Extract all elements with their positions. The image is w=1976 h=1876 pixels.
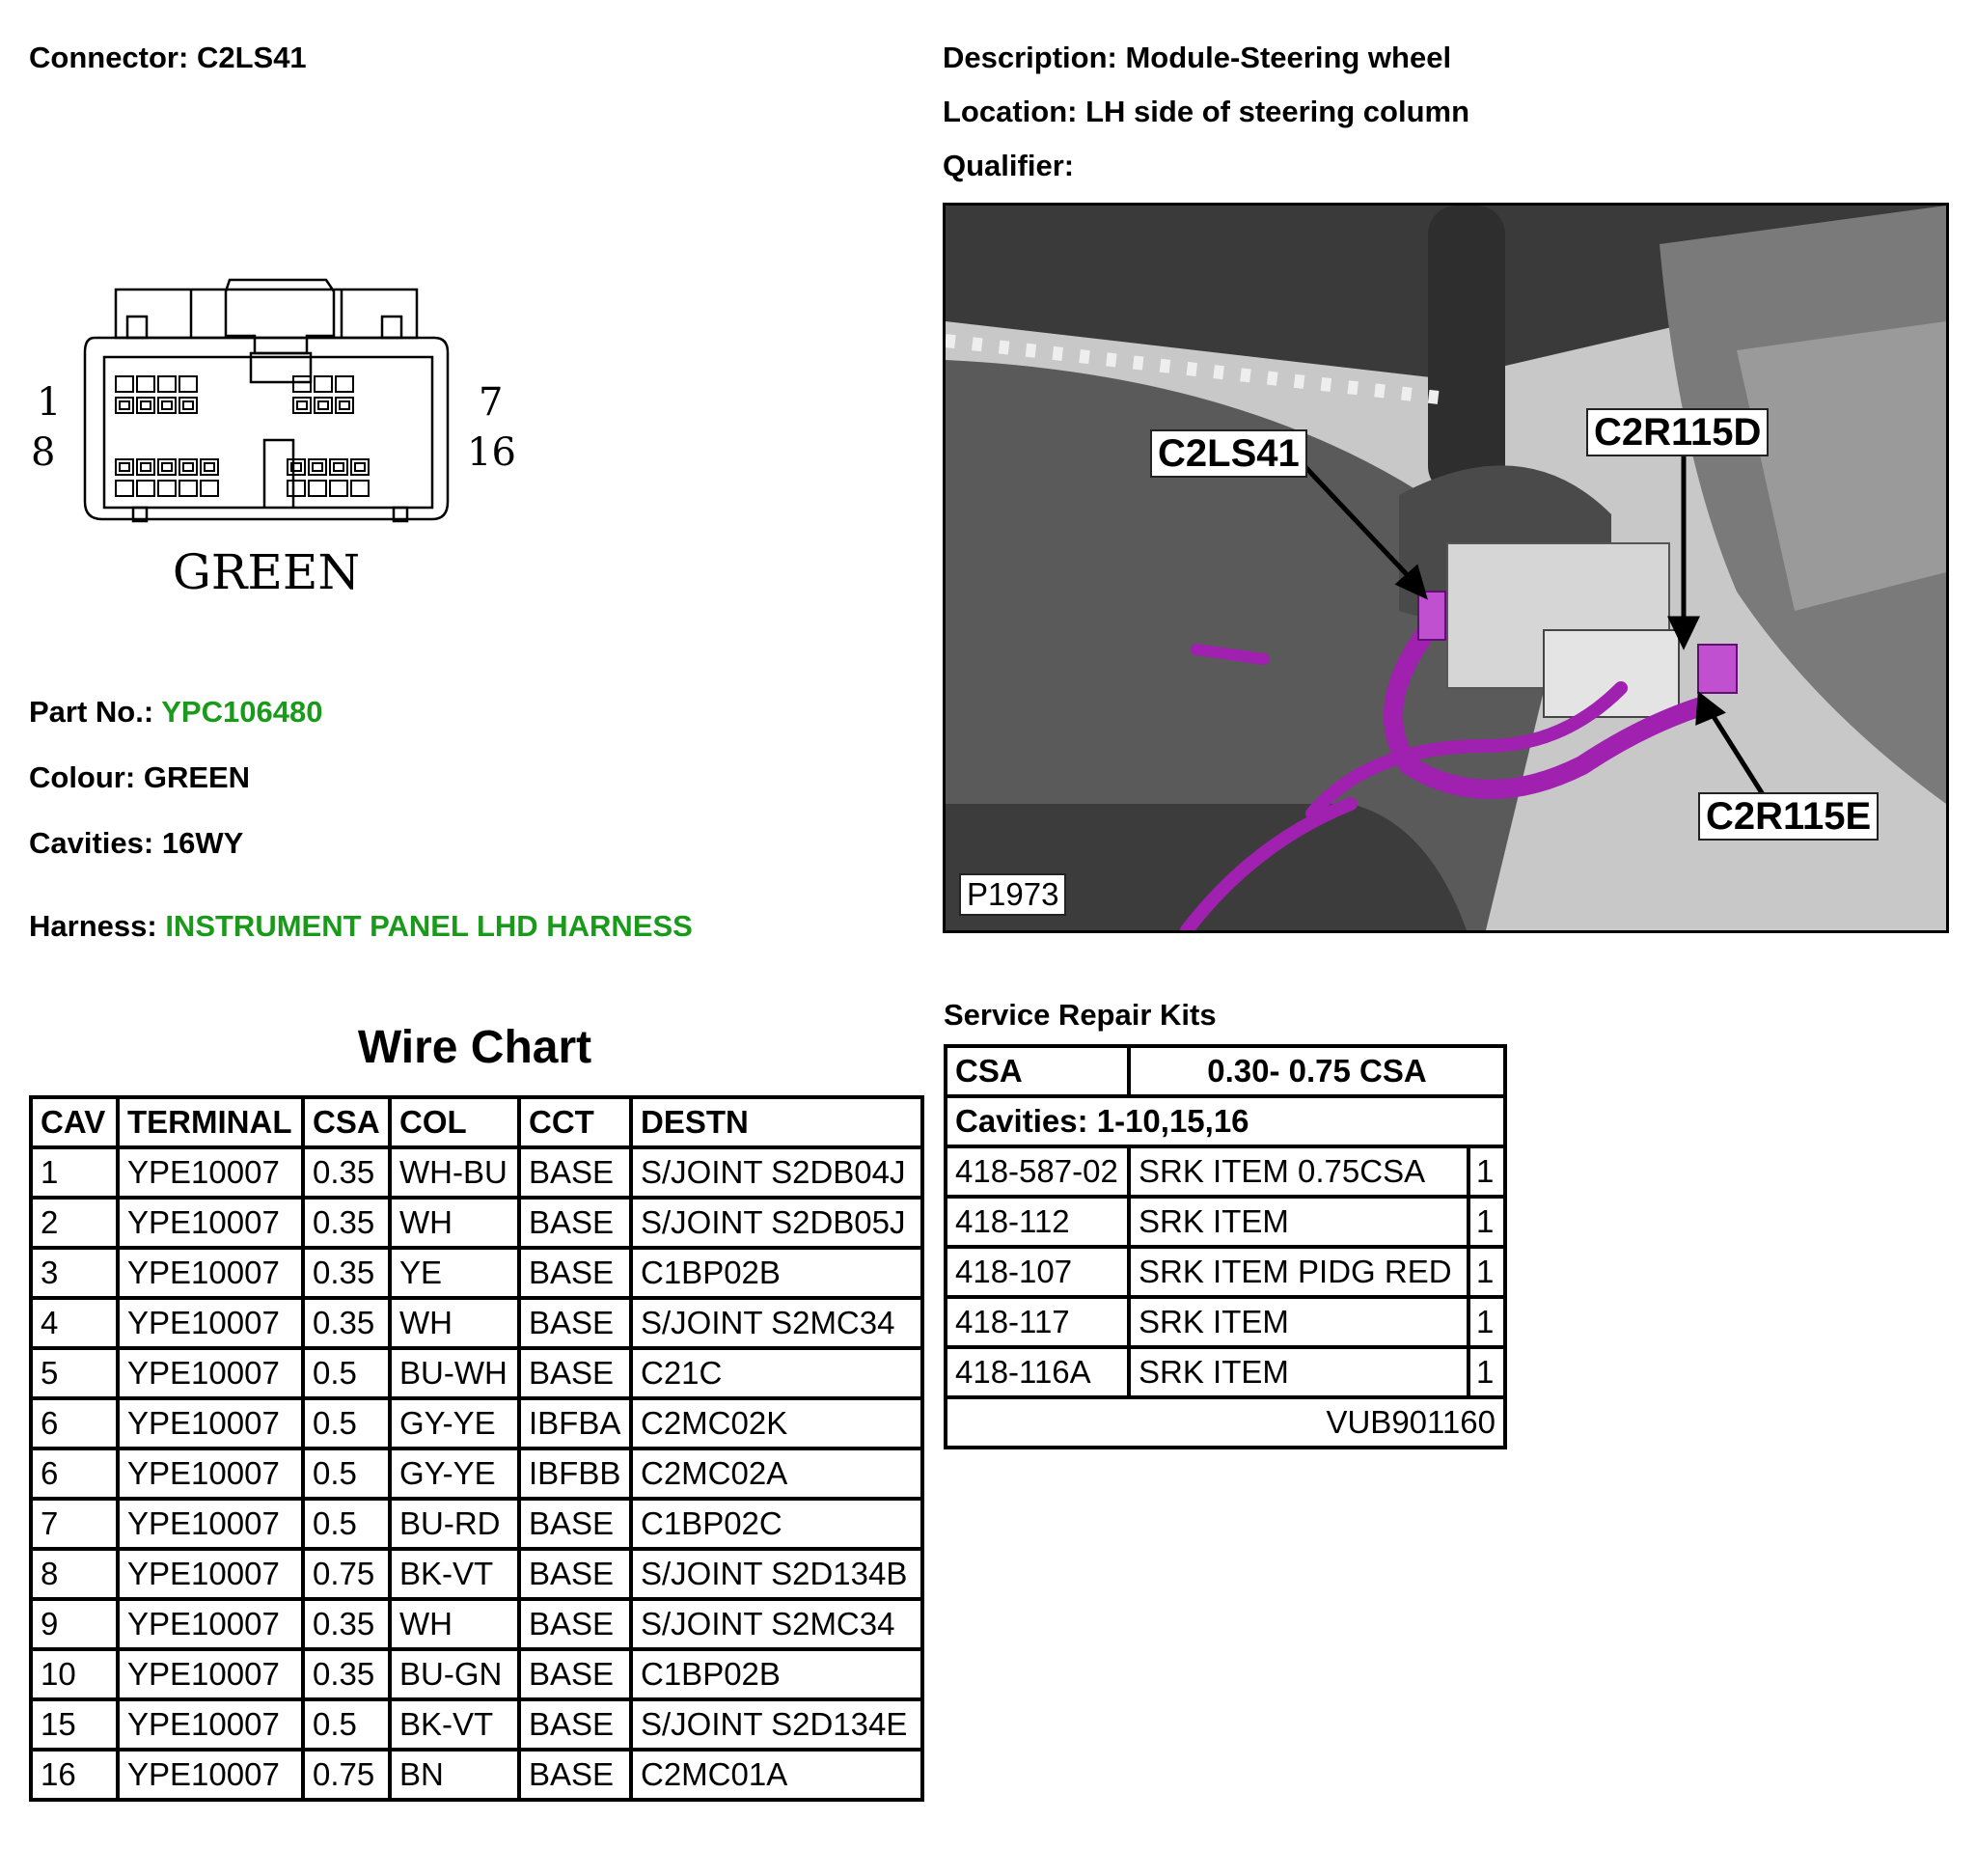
srk-cavities-row bbox=[946, 1096, 1505, 1146]
cavity-bottom-empty bbox=[116, 481, 133, 496]
wire-chart-cell: 0.5 bbox=[303, 1699, 390, 1750]
connector-line bbox=[29, 41, 307, 75]
cavity-top-empty bbox=[293, 376, 311, 392]
cavity-bottom-empty bbox=[179, 481, 197, 496]
srk-item-cell: SRK ITEM PIDG RED bbox=[1129, 1247, 1468, 1297]
wire-chart-cell: C1BP02B bbox=[631, 1649, 922, 1699]
wire-chart-cell: 0.75 bbox=[303, 1549, 390, 1599]
cavity-bottom-empty bbox=[288, 481, 305, 496]
wire-chart-row bbox=[31, 1649, 922, 1699]
wire-chart-cell: 8 bbox=[31, 1549, 118, 1599]
wire-chart-cell: 0.5 bbox=[303, 1348, 390, 1398]
cavity-bottom bbox=[179, 459, 197, 475]
wire-chart-header-cell: CSA bbox=[303, 1097, 390, 1147]
wire-chart-row bbox=[31, 1147, 922, 1198]
harness-line bbox=[29, 909, 693, 944]
wire-chart-cell: 0.35 bbox=[303, 1248, 390, 1298]
location-line bbox=[943, 95, 1469, 129]
cavity-top-empty bbox=[336, 376, 353, 392]
photo-reference: P1973 bbox=[959, 873, 1066, 916]
wire-chart-cell: C21C bbox=[631, 1348, 922, 1398]
wire-chart-header-cell: CCT bbox=[519, 1097, 631, 1147]
cavity-top bbox=[179, 398, 197, 413]
cavity-top bbox=[137, 398, 154, 413]
wire-chart-cell: C1BP02C bbox=[631, 1499, 922, 1549]
cavity-top bbox=[336, 398, 353, 413]
pin-label-7: 7 bbox=[479, 380, 504, 425]
wire-chart-cell: C1BP02B bbox=[631, 1248, 922, 1298]
wire-chart-cell: GY-YE bbox=[390, 1448, 519, 1499]
wire-chart-cell: BU-WH bbox=[390, 1348, 519, 1398]
cavity-bottom-contact bbox=[162, 463, 172, 471]
colour-value: GREEN bbox=[143, 760, 251, 794]
wire-chart-cell: BASE bbox=[519, 1298, 631, 1348]
wire-chart-row bbox=[31, 1549, 922, 1599]
wire-chart-cell: 6 bbox=[31, 1448, 118, 1499]
wire-chart-cell: BU-RD bbox=[390, 1499, 519, 1549]
wire-chart-cell: BASE bbox=[519, 1198, 631, 1248]
wire-chart-cell: 0.75 bbox=[303, 1750, 390, 1800]
wire-chart-row bbox=[31, 1248, 922, 1298]
srk-item-row bbox=[946, 1146, 1505, 1197]
wire-chart-row bbox=[31, 1198, 922, 1248]
wire-chart-cell: YE bbox=[390, 1248, 519, 1298]
wire-chart-cell: 0.35 bbox=[303, 1599, 390, 1649]
wire-chart-cell: YPE10007 bbox=[118, 1750, 303, 1800]
wire-chart-cell: BASE bbox=[519, 1499, 631, 1549]
wire-chart-cell: S/JOINT S2DB04J bbox=[631, 1147, 922, 1198]
wire-chart-cell: 7 bbox=[31, 1499, 118, 1549]
cavity-top-empty bbox=[137, 376, 154, 392]
cavity-bottom-empty bbox=[137, 481, 154, 496]
srk-csa-value: 0.30- 0.75 CSA bbox=[1129, 1046, 1505, 1096]
wire-chart-cell: YPE10007 bbox=[118, 1549, 303, 1599]
pin-label-8: 8 bbox=[31, 430, 56, 475]
qualifier-line bbox=[943, 149, 1074, 183]
wire-chart-cell: WH bbox=[390, 1198, 519, 1248]
wire-chart-cell: 9 bbox=[31, 1599, 118, 1649]
srk-item-cell: SRK ITEM bbox=[1129, 1197, 1468, 1247]
wire-chart-cell: BASE bbox=[519, 1248, 631, 1298]
location-photo bbox=[943, 203, 1949, 933]
wire-chart-header-cell: CAV bbox=[31, 1097, 118, 1147]
part-number-line bbox=[29, 695, 322, 730]
cavity-top-contact bbox=[318, 401, 328, 409]
cavity-top-empty bbox=[315, 376, 332, 392]
wire-chart-cell: BASE bbox=[519, 1699, 631, 1750]
wire-chart-cell: 15 bbox=[31, 1699, 118, 1750]
connector-value: C2LS41 bbox=[196, 41, 307, 74]
wire-chart-row bbox=[31, 1750, 922, 1800]
cavity-bottom bbox=[201, 459, 218, 475]
cavity-bottom-contact bbox=[205, 463, 214, 471]
wire-chart-header-cell: TERMINAL bbox=[118, 1097, 303, 1147]
cavities-label: Cavities: bbox=[29, 826, 154, 860]
wire-chart-title: Wire Chart bbox=[357, 1022, 592, 1073]
srk-csa-label: CSA bbox=[946, 1046, 1129, 1096]
cavity-bottom bbox=[158, 459, 176, 475]
diagram-colour-caption: GREEN bbox=[172, 544, 361, 600]
srk-item-cell: 418-587-02 bbox=[946, 1146, 1129, 1197]
cavity-top-empty bbox=[116, 376, 133, 392]
wire-chart-cell: 6 bbox=[31, 1398, 118, 1448]
wire-chart-table bbox=[29, 1095, 924, 1802]
cavity-top bbox=[158, 398, 176, 413]
wire-chart-cell: C2MC02A bbox=[631, 1448, 922, 1499]
cavity-bottom bbox=[309, 459, 326, 475]
wire-chart-cell: YPE10007 bbox=[118, 1248, 303, 1298]
wire-chart-cell: C2MC01A bbox=[631, 1750, 922, 1800]
pin-label-1: 1 bbox=[37, 380, 62, 425]
cavity-top-empty bbox=[179, 376, 197, 392]
wire-chart-cell: 4 bbox=[31, 1298, 118, 1348]
wire-chart-cell: S/JOINT S2MC34 bbox=[631, 1298, 922, 1348]
wire-chart-cell: IBFBB bbox=[519, 1448, 631, 1499]
wire-chart-row bbox=[31, 1699, 922, 1750]
wire-chart-cell: BASE bbox=[519, 1147, 631, 1198]
wire-chart-cell: 0.35 bbox=[303, 1649, 390, 1699]
cavity-bottom bbox=[288, 459, 305, 475]
wire-chart-cell: GY-YE bbox=[390, 1398, 519, 1448]
wire-chart-cell: BU-GN bbox=[390, 1649, 519, 1699]
cavity-bottom-empty bbox=[158, 481, 176, 496]
wire-chart-cell: YPE10007 bbox=[118, 1398, 303, 1448]
colour-label: Colour: bbox=[29, 760, 136, 794]
srk-item-cell: 1 bbox=[1468, 1347, 1505, 1397]
wire-chart-cell: 16 bbox=[31, 1750, 118, 1800]
cavity-top bbox=[116, 398, 133, 413]
cavities-value: 16WY bbox=[161, 826, 244, 860]
photo-callout-c2r115d: C2R115D bbox=[1586, 408, 1769, 456]
wire-chart-cell: 10 bbox=[31, 1649, 118, 1699]
photo-callout-c2r115e: C2R115E bbox=[1698, 792, 1879, 841]
cavity-bottom bbox=[351, 459, 369, 475]
wire-chart-cell: 3 bbox=[31, 1248, 118, 1298]
wire-chart-cell: BASE bbox=[519, 1549, 631, 1599]
srk-cavities: Cavities: 1-10,15,16 bbox=[946, 1096, 1505, 1146]
wire-chart-cell: YPE10007 bbox=[118, 1599, 303, 1649]
wire-chart-header-row bbox=[31, 1097, 922, 1147]
srk-item-row bbox=[946, 1347, 1505, 1397]
srk-item-cell: SRK ITEM bbox=[1129, 1297, 1468, 1347]
pin-label-16: 16 bbox=[467, 430, 516, 475]
wire-chart-header-cell: DESTN bbox=[631, 1097, 922, 1147]
cavity-top-contact bbox=[162, 401, 172, 409]
cavity-top-contact bbox=[120, 401, 129, 409]
wire-chart-row bbox=[31, 1298, 922, 1348]
qualifier-label: Qualifier: bbox=[943, 149, 1075, 182]
wire-chart-cell: IBFBA bbox=[519, 1398, 631, 1448]
location-value: LH side of steering column bbox=[1085, 95, 1470, 128]
srk-item-cell: 1 bbox=[1468, 1197, 1505, 1247]
wire-chart-cell: 0.35 bbox=[303, 1198, 390, 1248]
cavity-bottom-contact bbox=[355, 463, 365, 471]
cavity-bottom-contact bbox=[120, 463, 129, 471]
cavity-bottom-empty bbox=[351, 481, 369, 496]
wire-chart-cell: BASE bbox=[519, 1649, 631, 1699]
wire-chart-cell: BASE bbox=[519, 1750, 631, 1800]
srk-item-cell: 1 bbox=[1468, 1297, 1505, 1347]
cavity-top bbox=[293, 398, 311, 413]
wire-chart-cell: 0.5 bbox=[303, 1398, 390, 1448]
wire-chart-cell: 0.35 bbox=[303, 1298, 390, 1348]
srk-item-cell: 1 bbox=[1468, 1247, 1505, 1297]
cavity-bottom bbox=[116, 459, 133, 475]
wire-chart-cell: WH bbox=[390, 1298, 519, 1348]
srk-csa-row bbox=[946, 1046, 1505, 1096]
wire-chart-cell: YPE10007 bbox=[118, 1499, 303, 1549]
wire-chart-row bbox=[31, 1599, 922, 1649]
srk-item-row bbox=[946, 1197, 1505, 1247]
part-number-value: YPC106480 bbox=[161, 695, 323, 729]
description-label: Description: bbox=[943, 41, 1117, 74]
wire-chart-row bbox=[31, 1398, 922, 1448]
harness-label: Harness: bbox=[29, 909, 157, 943]
wire-chart-cell: S/JOINT S2MC34 bbox=[631, 1599, 922, 1649]
photo-callout-c2ls41: C2LS41 bbox=[1150, 429, 1307, 478]
cavity-bottom-contact bbox=[313, 463, 322, 471]
wire-chart-header-cell: COL bbox=[390, 1097, 519, 1147]
wire-chart-cell: 2 bbox=[31, 1198, 118, 1248]
cavity-top-contact bbox=[297, 401, 307, 409]
service-kits-title: Service Repair Kits bbox=[944, 998, 1217, 1032]
srk-footer: VUB901160 bbox=[946, 1397, 1505, 1448]
wire-chart-cell: 0.5 bbox=[303, 1448, 390, 1499]
cavity-bottom-empty bbox=[330, 481, 347, 496]
part-number-label: Part No.: bbox=[29, 695, 154, 729]
srk-item-cell: 418-112 bbox=[946, 1197, 1129, 1247]
srk-item-row bbox=[946, 1297, 1505, 1347]
wire-chart-cell: WH bbox=[390, 1599, 519, 1649]
cavity-bottom-contact bbox=[334, 463, 343, 471]
srk-footer-row bbox=[946, 1397, 1505, 1448]
cavity-top bbox=[315, 398, 332, 413]
wire-chart-cell: S/JOINT S2D134B bbox=[631, 1549, 922, 1599]
cavity-top-contact bbox=[340, 401, 349, 409]
wire-chart-row bbox=[31, 1499, 922, 1549]
description-line bbox=[943, 41, 1451, 75]
wire-chart-cell: YPE10007 bbox=[118, 1649, 303, 1699]
srk-item-cell: 418-116A bbox=[946, 1347, 1129, 1397]
wire-chart-cell: 0.5 bbox=[303, 1499, 390, 1549]
cavity-bottom-contact bbox=[183, 463, 193, 471]
srk-item-cell: SRK ITEM bbox=[1129, 1347, 1468, 1397]
connector-label: Connector: bbox=[29, 41, 189, 74]
wire-chart-cell: YPE10007 bbox=[118, 1448, 303, 1499]
wire-chart-cell: BN bbox=[390, 1750, 519, 1800]
cavity-top-contact bbox=[183, 401, 193, 409]
cavities-line bbox=[29, 826, 243, 861]
wire-chart-cell: YPE10007 bbox=[118, 1699, 303, 1750]
wire-chart-row bbox=[31, 1348, 922, 1398]
srk-item-cell: SRK ITEM 0.75CSA bbox=[1129, 1146, 1468, 1197]
connector-diagram bbox=[27, 261, 529, 608]
wire-chart-cell: S/JOINT S2D134E bbox=[631, 1699, 922, 1750]
cavity-bottom-empty bbox=[309, 481, 326, 496]
wire-chart-cell: BK-VT bbox=[390, 1549, 519, 1599]
wire-chart-row bbox=[31, 1448, 922, 1499]
wire-chart-cell: BASE bbox=[519, 1348, 631, 1398]
cavity-bottom-empty bbox=[201, 481, 218, 496]
wire-chart-cell: 5 bbox=[31, 1348, 118, 1398]
srk-item-cell: 1 bbox=[1468, 1146, 1505, 1197]
wire-chart-cell: BK-VT bbox=[390, 1699, 519, 1750]
harness-value: INSTRUMENT PANEL LHD HARNESS bbox=[165, 909, 693, 943]
srk-item-cell: 418-107 bbox=[946, 1247, 1129, 1297]
cavity-bottom bbox=[137, 459, 154, 475]
wire-chart-cell: YPE10007 bbox=[118, 1298, 303, 1348]
wire-chart-cell: BASE bbox=[519, 1599, 631, 1649]
wire-chart-cell: WH-BU bbox=[390, 1147, 519, 1198]
wire-chart-cell: YPE10007 bbox=[118, 1198, 303, 1248]
wire-chart-cell: 1 bbox=[31, 1147, 118, 1198]
cavity-top-empty bbox=[158, 376, 176, 392]
cavity-bottom-contact bbox=[141, 463, 151, 471]
srk-item-row bbox=[946, 1247, 1505, 1297]
service-kits-table bbox=[944, 1044, 1507, 1449]
wire-chart-cell: 0.35 bbox=[303, 1147, 390, 1198]
colour-line bbox=[29, 760, 250, 795]
description-value: Module-Steering wheel bbox=[1125, 41, 1452, 74]
location-label: Location: bbox=[943, 95, 1078, 128]
wire-chart-cell: YPE10007 bbox=[118, 1348, 303, 1398]
wire-chart-cell: S/JOINT S2DB05J bbox=[631, 1198, 922, 1248]
cavity-bottom bbox=[330, 459, 347, 475]
wire-chart-cell: YPE10007 bbox=[118, 1147, 303, 1198]
cavity-top-contact bbox=[141, 401, 151, 409]
wire-chart-cell: C2MC02K bbox=[631, 1398, 922, 1448]
srk-item-cell: 418-117 bbox=[946, 1297, 1129, 1347]
